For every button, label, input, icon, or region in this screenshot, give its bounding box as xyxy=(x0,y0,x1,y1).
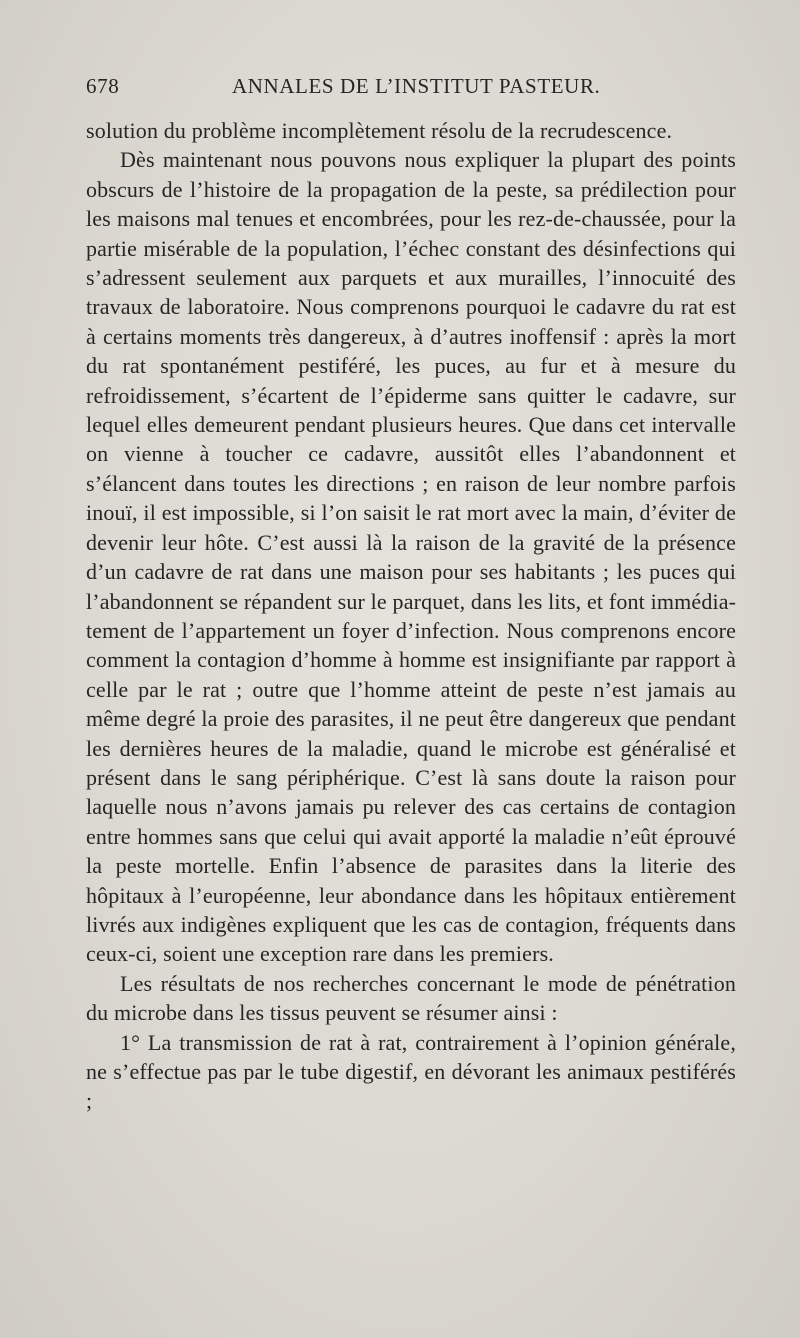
page-number: 678 xyxy=(86,74,120,98)
running-title: ANNALES DE L’INSTITUT PASTEUR. xyxy=(232,74,601,98)
paragraph-continued: solution du problème incomplètement résolu de la recrudescence. xyxy=(86,118,673,143)
page-header xyxy=(86,74,746,106)
paragraph-explanations: Dès maintenant nous pouvons nous expliquer la plupart des points obscurs de l’histoire de la propagation de la peste, sa prédilection pour les maisons mal tenues et encombrées, pour les rez-de-chaussée, pour la partie misérable de la population, l’échec constant des désinfections qui s’adressent seulement aux parquets et aux murailles, l’innocuité des travaux de laboratoire. Nous comprenons pourquoi le cadavre du rat est à certains moments très dangereux, à d’autres inoffensif : après la mort du rat spontanément pestiféré, les puces, au fur et à mesure du refroidissement, s’écartent de l’épiderme sans quitter le cadavre, sur lequel elles demeurent pendant plusieurs heures. Que dans cet intervalle on vienne à toucher ce cadavre, aussitôt elles l’abandonnent et s’élancent dans toutes les directions ; en raison de leur nombre parfois inouï, il est impossible, si l’on saisit le rat mort avec la main, d’éviter de devenir leur hôte. C’est aussi là la raison de la gravité de la présence d’un cadavre de rat dans une maison pour ses habitants ; les puces qui l’abandonnent se répandent sur le parquet, dans les lits, et font immédiatement de l’appartement un foyer d’infection. Nous comprenons encore comment la contagion d’homme à homme est insignifiante par rapport à celle par le rat ; outre que l’homme atteint de peste n’est jamais au même degré la proie des parasites, il ne peut être dangereux que pendant les dernières heures de la maladie, quand le microbe est généralisé et présent dans le sang périphérique. C’est là sans doute la raison pour laquelle nous n’avons jamais pu relever des cas certains de contagion entre hommes sans que celui qui avait apporté la maladie n’eût éprouvé la peste mortelle. Enfin l’absence de parasites dans la literie des hôpitaux à l’européenne, leur abondance dans les hôpitaux entièrement livrés aux indigènes expliquent que les cas de contagion, fréquents dans ceux-ci, soient une exception rare dans les premiers. xyxy=(86,147,736,967)
paragraph-results-intro: Les résultats de nos recherches concernant le mode de pénétration du microbe dans les tissus peuvent se résumer ainsi : xyxy=(86,970,736,1026)
body-text xyxy=(86,116,736,1116)
paragraph-result-1: 1° La transmission de rat à rat, contrairement à l’opinion générale, ne s’effectue pas par le tube digestif, en dévorant les animaux pestiférés ; xyxy=(86,1029,736,1114)
